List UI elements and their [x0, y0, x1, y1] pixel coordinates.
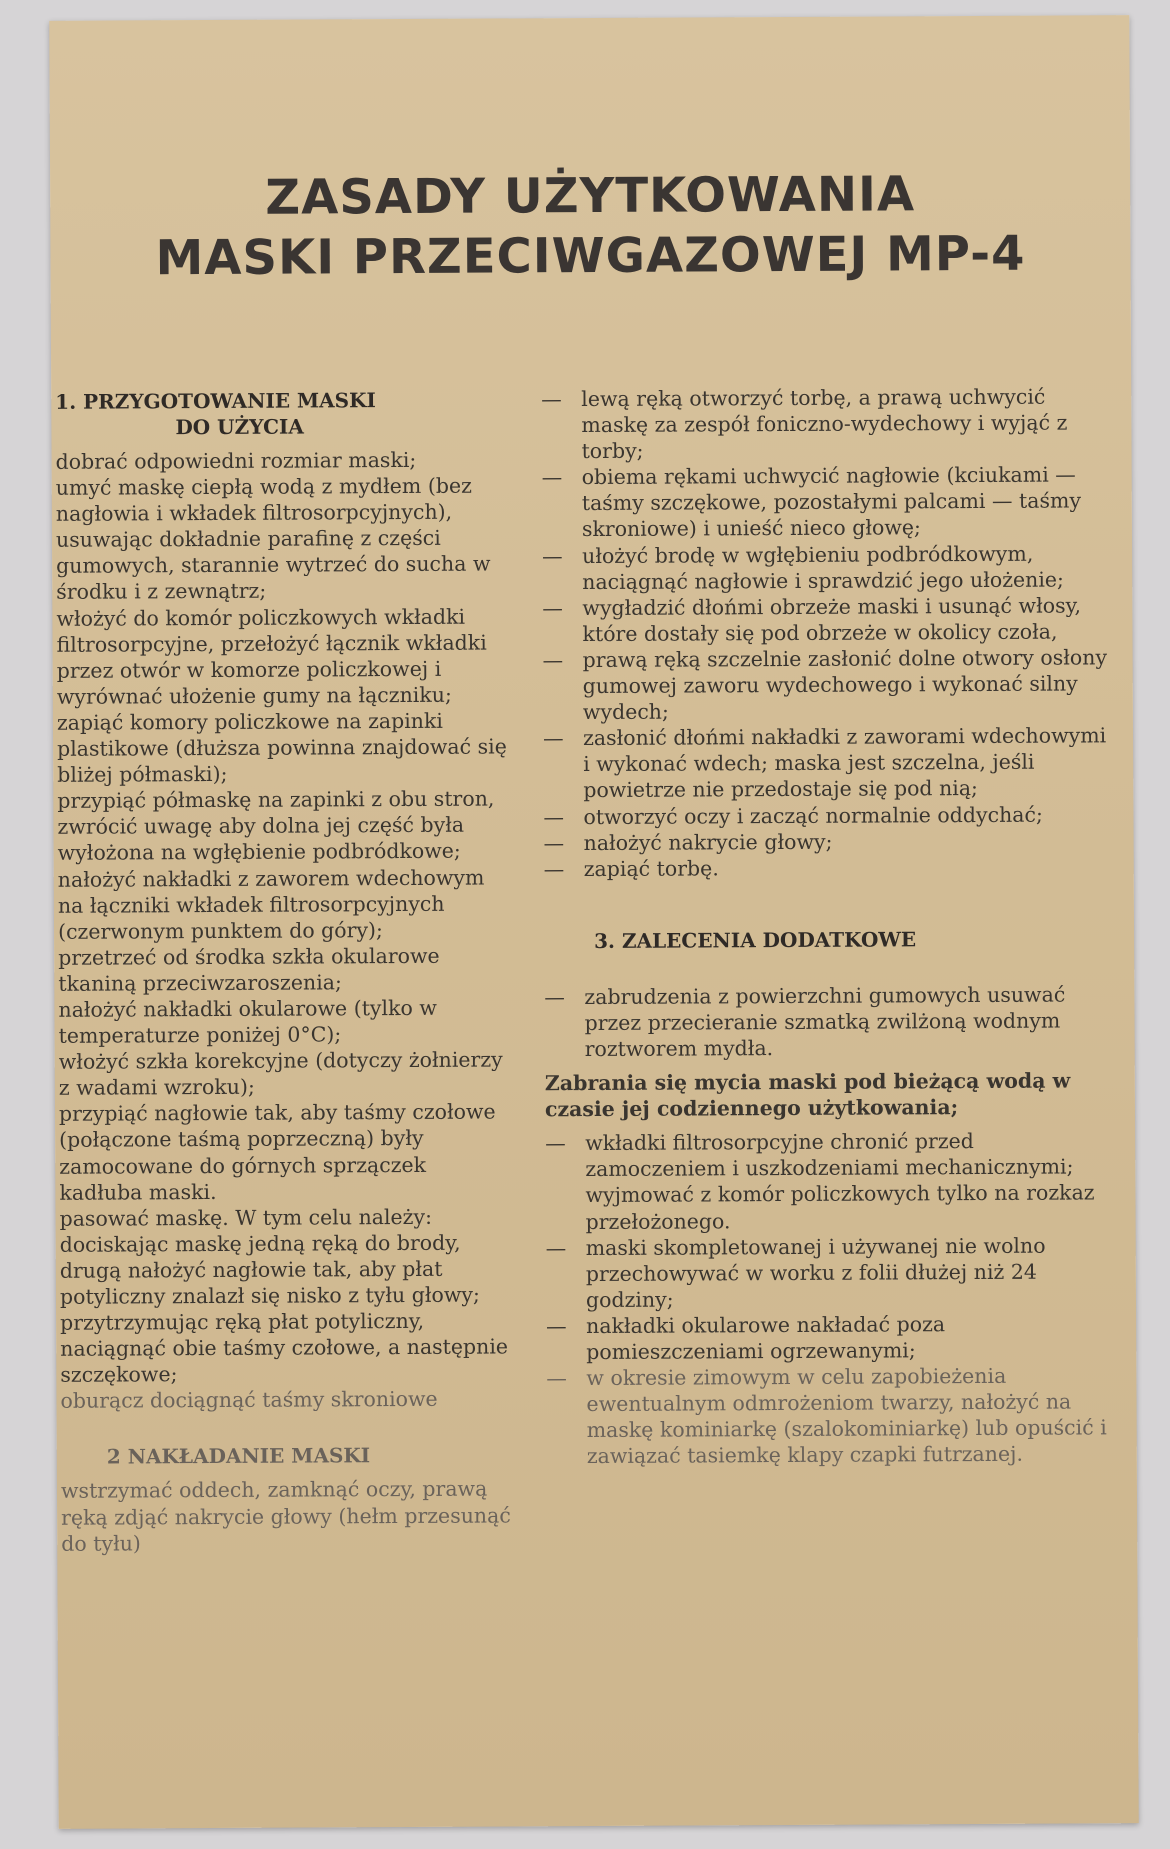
section-2-heading: 2 NAKŁADANIE MASKI [106, 1443, 371, 1470]
section-3-heading: 3. ZALECENIA DODATKOWE [594, 927, 917, 953]
s1-paragraph: oburącz dociągnąć taśmy skroniowe [60, 1387, 438, 1414]
s1-paragraph: włożyć do komór policzkowych wkładki filtrosorpcyjne, przełożyć łącznik wkładki przez otwór w komorze policzkowej i wyrównać ułożenie gumy na łączniku; [56, 604, 487, 709]
document-sheet [49, 15, 1138, 1829]
s1-paragraph: przytrzymując ręką płat potyliczny, naciągnąć obie taśmy czołowe, a następnie szczękowe; [60, 1308, 509, 1388]
s1-paragraph: nałożyć nakładki z zaworem wdechowym na łączniki wkładek filtrosorpcyjnych (czerwonym punktem do góry); [57, 865, 485, 944]
s2-list-item: — ułożyć brodę w wgłębieniu podbródkowym, naciągnąć nagłowie i sprawdzić jego ułożenie; [542, 541, 1064, 594]
s1-paragraph: przypiąć nagłowie tak, aby taśmy czołowe (połączone taśmą poprzeczną) były zamocowane do górnych sprzączek kadłuba maski. [58, 1099, 496, 1205]
s2-list-item: — otworzyć oczy i zacząć normalnie oddychać; [543, 802, 1043, 829]
s1-paragraph: włożyć szkła korekcyjne (dotyczy żołnierzy z wadami wzroku); [58, 1047, 503, 1101]
section-1-heading [55, 386, 505, 440]
s1-paragraph: przypiąć półmaskę na zapinki z obu stron, zwrócić uwagę aby dolna jej część była wyłożona na wgłębienie podbródkowe; [57, 786, 495, 866]
s3-list-item: — w okresie zimowym w celu zapobieżenia ewentualnym odmrożeniom twarzy, nałożyć na maskę kominiarkę (szalokominiarkę) lub opuścić i zawiązać tasiemkę klapy czapki futrzanej. [546, 1363, 1107, 1469]
s2-list-item: — lewą ręką otworzyć torbę, a prawą uchwycić maskę za zespół foniczno-wydechowy i wyjąć z torby; [541, 384, 1068, 464]
section-1-heading-line-2: DO UŻYCIA [175, 414, 304, 440]
s1-paragraph: zapiąć komory policzkowe na zapinki plastikowe (dłuższa powinna znajdować się bliżej półmaski); [56, 708, 507, 787]
right-column [541, 383, 1112, 1469]
s2-list-item: — zasłonić dłońmi nakładki z zaworami wdechowymi i wykonać wdech; maska jest szczelna, jeśli powietrze nie przedostaje się pod nią; [542, 723, 1107, 803]
s3-list-item: — maski skompletowanej i używanej nie wolno przechowywać w worku z folii dłużej niż 24 godziny; [545, 1233, 1046, 1312]
s2-list-item: — prawą ręką szczelnie zasłonić dolne otwory osłony gumowej zaworu wydechowego i wykonać silny wydech; [542, 645, 1108, 725]
s1-paragraph: umyć maskę ciepłą wodą z mydłem (bez nagłowia i wkładek filtrosorpcyjnych), usuwając dokładnie parafinę z części gumowych, starannie wytrzeć do sucha w środku i z zewnątrz; [55, 473, 491, 605]
title-line-2: MASKI PRZECIWGAZOWEJ MP-4 [155, 225, 1026, 287]
s1-paragraph: nałożyć nakładki okularowe (tylko w temperaturze poniżej 0°C); [58, 995, 437, 1048]
s3-list-item: — zabrudzenia z powierzchni gumowych usuwać przez przecieranie szmatką zwilżoną wodnym roztworem mydła. [544, 982, 1066, 1062]
s1-paragraph: dobrać odpowiedni rozmiar maski; [55, 447, 417, 474]
s2-list-item: — nałożyć nakrycie głowy; [543, 829, 833, 855]
section-1-heading-line-1: 1. PRZYGOTOWANIE MASKI [55, 388, 376, 414]
s3-list-item: — wkładki filtrosorpcyjne chronić przed zamoczeniem i uszkodzeniami mechanicznymi; wyjmować z komór policzkowych tylko na rozkaz przełożonego. [545, 1129, 1095, 1234]
document-title [50, 163, 1131, 289]
s3-bold-note: Zabrania się mycia maski pod bieżącą wodą w czasie jej codziennego użytkowania; [544, 1068, 1071, 1122]
s1-paragraph: pasować maskę. W tym celu należy: dociskając maskę jedną ręką do brody, drugą nałożyć nagłowie tak, aby płat potyliczny znalazł się nisko z tyłu głowy; [59, 1204, 480, 1309]
title-line-1: ZASADY UŻYTKOWANIA [265, 166, 916, 226]
s2-list-item: — zapiąć torbę. [543, 856, 719, 881]
left-column [55, 386, 511, 1556]
s2-list-item: — obiema rękami uchwycić nagłowie (kciukami — taśmy szczękowe, pozostałymi palcami — taśmy skroniowe) i unieść nieco głowę; [541, 462, 1082, 542]
s2-list-item: — wygładzić dłońmi obrzeże maski i usunąć włosy, które dostały się pod obrzeże w okolicy czoła, [542, 593, 1082, 646]
s3-list-item: — nakładki okularowe nakładać poza pomieszczeniami ogrzewanymi; [546, 1312, 946, 1365]
s1-paragraph: przetrzeć od środka szkła okularowe tkaniną przeciwzaroszenia; [58, 943, 440, 996]
s2-paragraph: wstrzymać oddech, zamknąć oczy, prawą ręką zdjąć nakrycie głowy (hełm przesunąć do tyłu) [60, 1477, 511, 1556]
